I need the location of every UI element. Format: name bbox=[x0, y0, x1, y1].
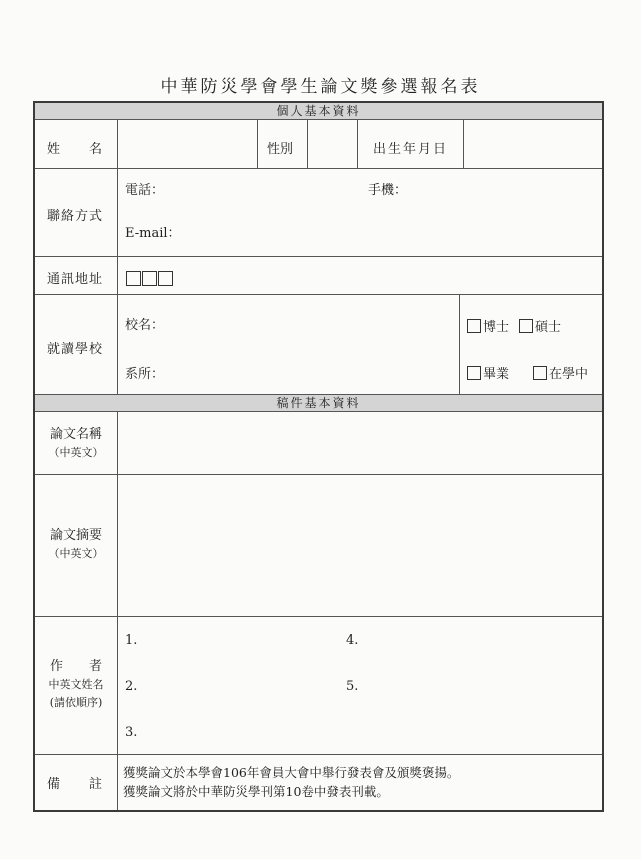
graduated-checkbox[interactable] bbox=[467, 366, 481, 380]
gender-value-divider bbox=[357, 120, 358, 168]
phone-label: 電話： bbox=[125, 183, 165, 198]
row-divider bbox=[35, 474, 602, 475]
authors-note-2: (請依順序) bbox=[49, 696, 103, 709]
application-form bbox=[33, 101, 604, 812]
name-label: 姓 名 bbox=[47, 142, 104, 157]
abstract-label-text: 論文摘要 bbox=[49, 528, 102, 543]
degree-master-option[interactable] bbox=[519, 316, 561, 335]
status-enrolled-option[interactable] bbox=[533, 363, 588, 382]
postal-box[interactable] bbox=[158, 271, 173, 286]
enrolled-checkbox[interactable] bbox=[533, 366, 547, 380]
row-divider bbox=[35, 256, 602, 257]
form-title: 中華防災學會學生論文獎參選報名表 bbox=[160, 77, 481, 97]
school-label: 就讀學校 bbox=[47, 342, 104, 357]
remarks-line-2: 獲獎論文將於中華防災學刊第10卷中發表刊載。 bbox=[123, 784, 389, 799]
contact-label: 聯絡方式 bbox=[47, 209, 104, 224]
row-divider bbox=[35, 168, 602, 169]
remarks-line-1: 獲獎論文於本學會106年會員大會中舉行發表會及頒獎褒揚。 bbox=[123, 765, 460, 780]
row-divider bbox=[35, 294, 602, 295]
degree-phd-option[interactable] bbox=[467, 316, 509, 335]
author-1: 1. bbox=[125, 633, 138, 648]
phd-label: 博士 bbox=[483, 320, 510, 335]
label-column-divider-bottom bbox=[117, 412, 118, 810]
birthdate-label: 出生年月日 bbox=[373, 142, 449, 157]
abstract-note: （中英文） bbox=[48, 547, 104, 560]
enrolled-label: 在學中 bbox=[549, 367, 589, 382]
authors-note-1: 中英文姓名 bbox=[48, 678, 104, 691]
postal-code-boxes[interactable] bbox=[126, 269, 174, 288]
author-5: 5. bbox=[346, 679, 359, 694]
school-name-label: 校名： bbox=[125, 318, 165, 333]
paper-title-label bbox=[35, 426, 117, 462]
postal-box[interactable] bbox=[142, 271, 157, 286]
degree-divider bbox=[459, 295, 460, 394]
phd-checkbox[interactable] bbox=[467, 319, 481, 333]
author-3: 3. bbox=[125, 725, 138, 740]
label-column-divider-top bbox=[117, 120, 118, 394]
mobile-label: 手機： bbox=[368, 183, 408, 198]
abstract-label bbox=[35, 527, 117, 563]
gender-label: 性別 bbox=[267, 142, 294, 157]
gender-divider bbox=[307, 120, 308, 168]
authors-label bbox=[35, 658, 117, 712]
section-header-personal: 個人基本資料 bbox=[35, 103, 602, 120]
birthdate-divider bbox=[463, 120, 464, 168]
master-label: 碩士 bbox=[535, 320, 562, 335]
paper-title-note: （中英文） bbox=[48, 446, 104, 459]
row-divider bbox=[35, 616, 602, 617]
remarks-label: 備 註 bbox=[47, 777, 104, 792]
author-4: 4. bbox=[346, 633, 359, 648]
author-2: 2. bbox=[125, 679, 138, 694]
row-divider bbox=[35, 754, 602, 755]
graduated-label: 畢業 bbox=[483, 367, 510, 382]
authors-label-text: 作 者 bbox=[49, 659, 102, 674]
section-header-paper: 稿件基本資料 bbox=[35, 394, 602, 412]
name-gender-divider bbox=[257, 120, 258, 168]
address-label: 通訊地址 bbox=[47, 272, 104, 287]
master-checkbox[interactable] bbox=[519, 319, 533, 333]
status-graduated-option[interactable] bbox=[467, 363, 509, 382]
postal-box[interactable] bbox=[126, 271, 141, 286]
email-label: E-mail： bbox=[125, 226, 181, 241]
department-label: 系所： bbox=[125, 367, 165, 382]
paper-title-label-text: 論文名稱 bbox=[49, 427, 102, 442]
